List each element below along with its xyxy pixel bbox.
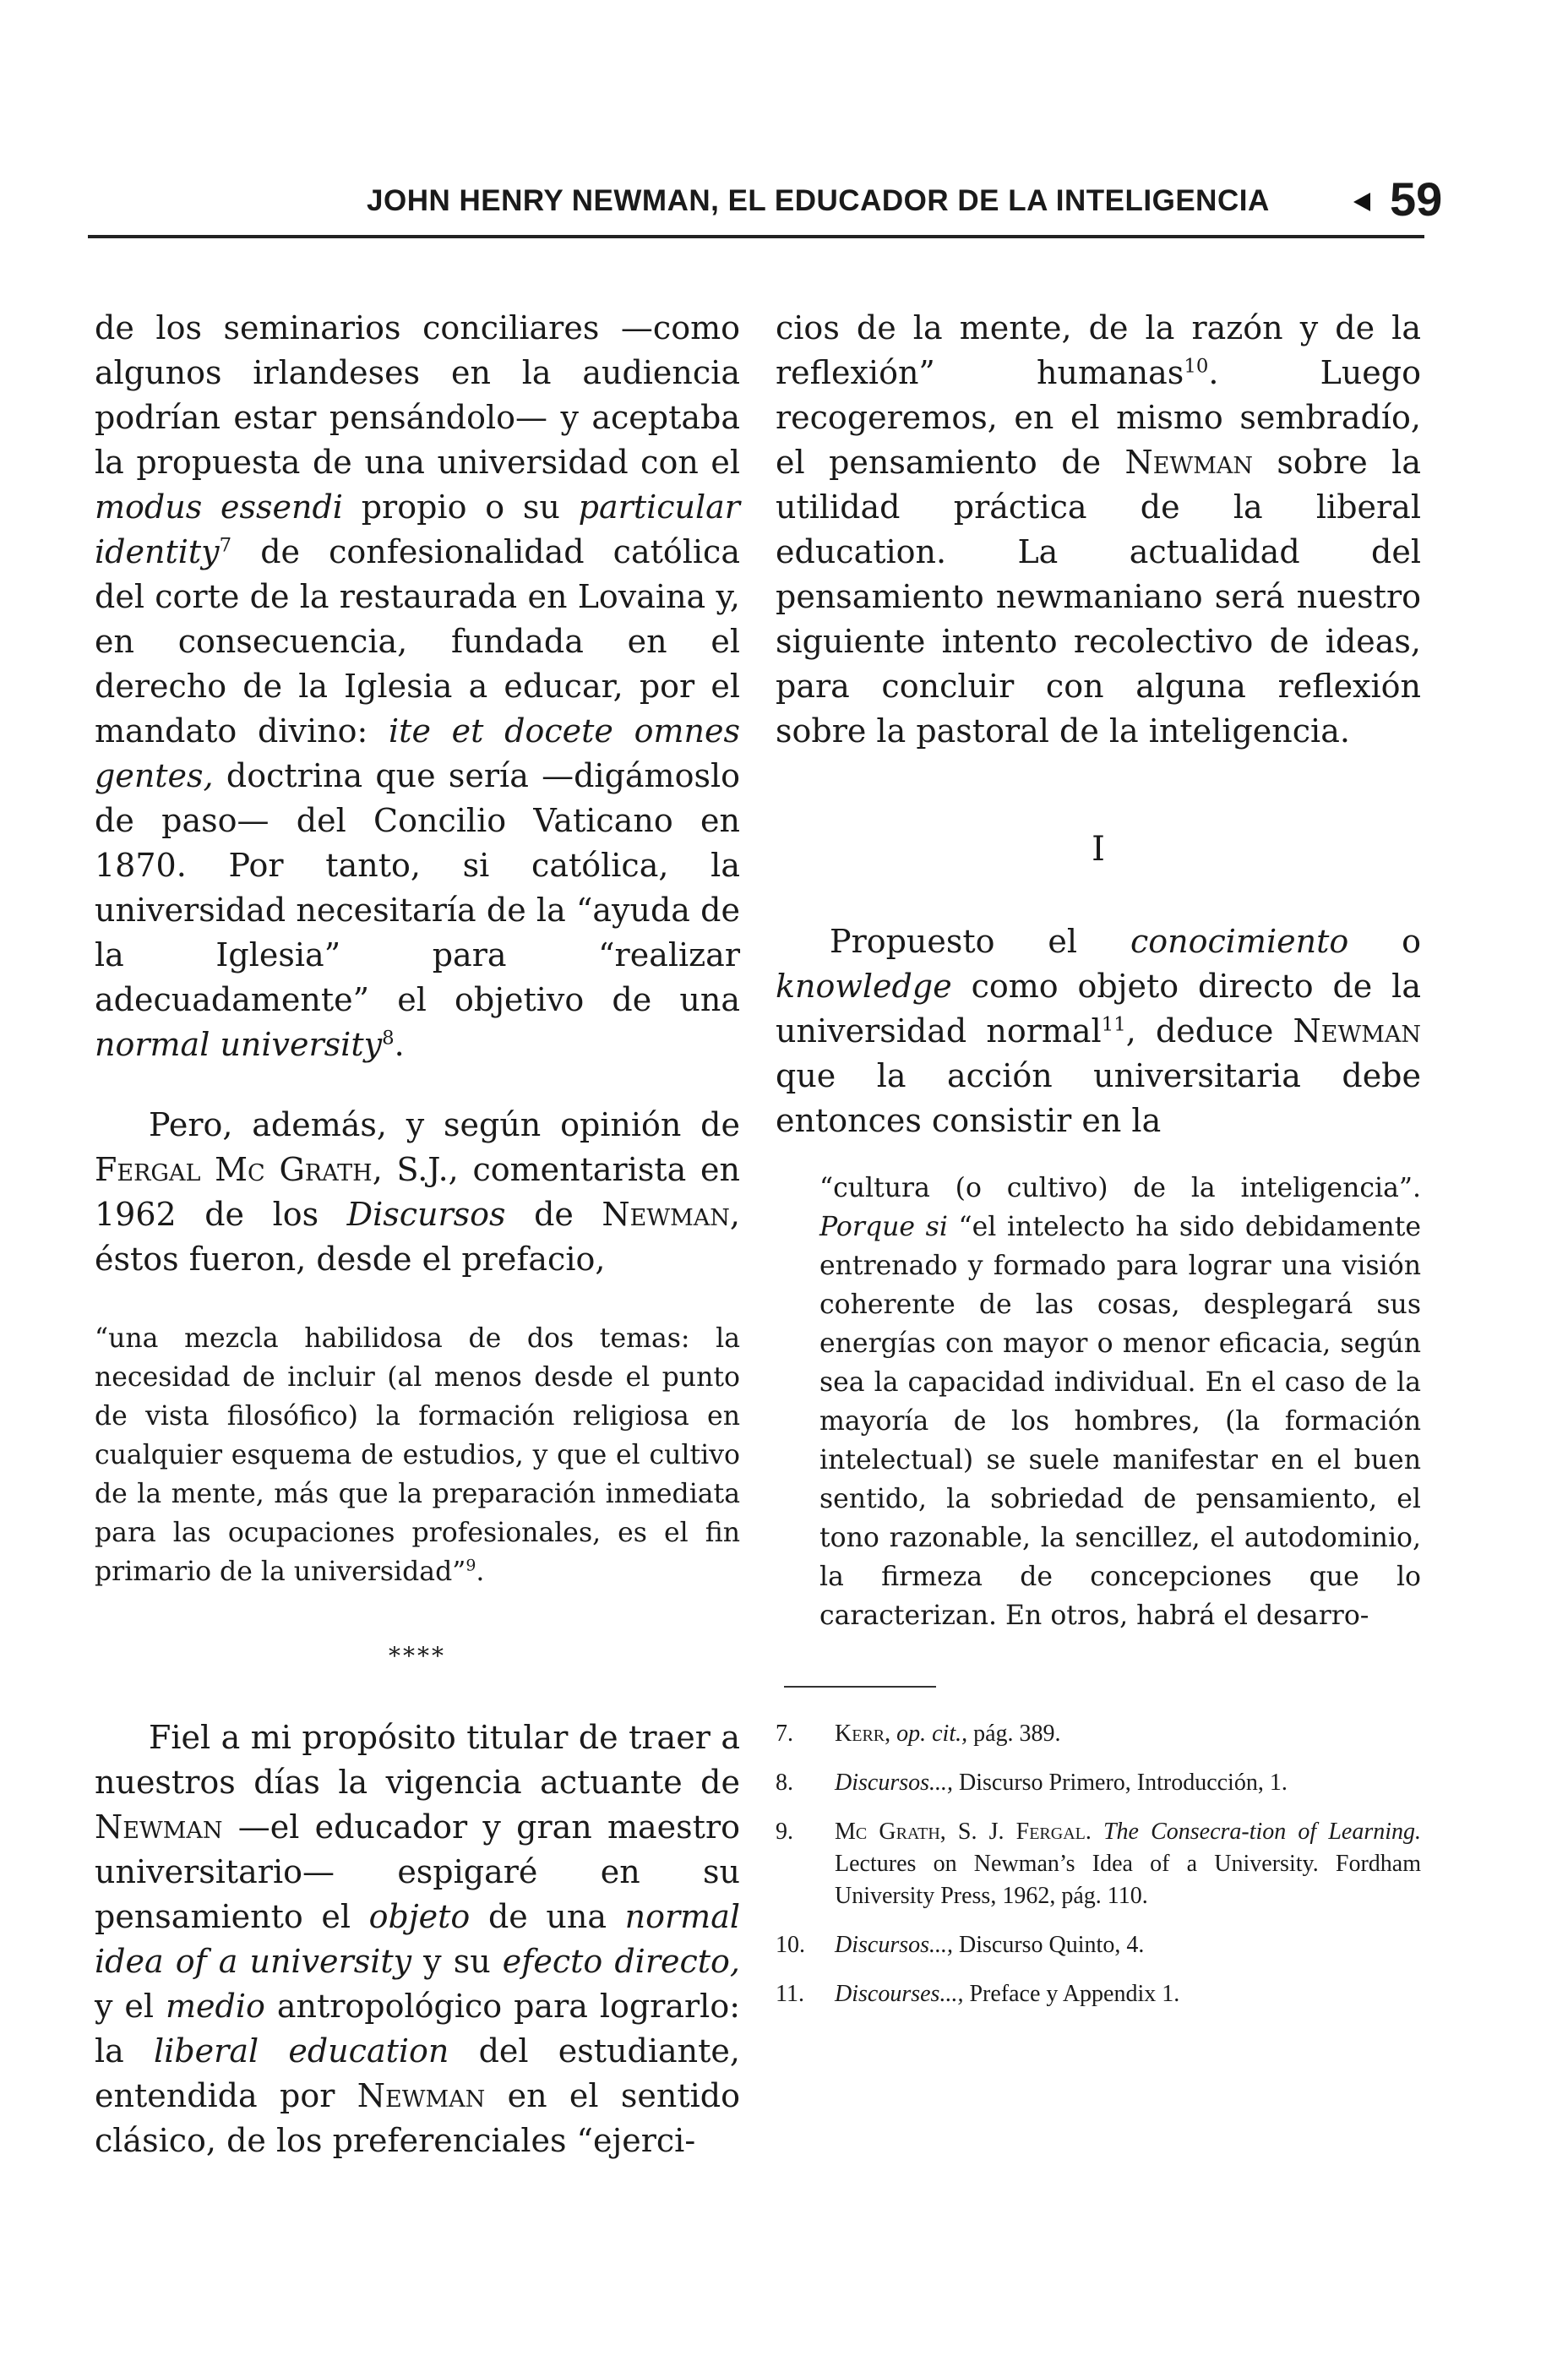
footnote: 7. Kerr, op. cit., pág. 389. <box>776 1721 1061 1747</box>
footnote: 10. Discursos..., Discurso Quinto, 4. <box>776 1932 1145 1958</box>
left-column <box>95 306 740 2163</box>
running-header-title: JOHN HENRY NEWMAN, EL EDUCADOR DE LA INTELIGENCIA <box>367 184 1270 217</box>
header-rule <box>88 235 1424 238</box>
running-header <box>88 171 1443 238</box>
footnote: 8. Discursos..., Discurso Primero, Introducción, 1. <box>776 1770 1288 1796</box>
paragraph: Pero, además, y según opinión de Fergal Mc Grath, S.J., comentarista en 1962 de los Discursos de Newman, éstos fueron, desde el prefacio, <box>95 1106 740 1278</box>
paragraph: Propuesto el conocimiento o knowledge como objeto directo de la universidad normal$^{11}$, deduce Newman que la acción universitaria debe entonces consistir en la <box>776 923 1421 1139</box>
footnote: 9. Mc Grath, S. J. Fergal. The Consecra-tion of Learning. Lectures on Newman’s Idea of a University. Fordham University Press, 1962, pág. 110. <box>776 1819 1421 1909</box>
paragraph: Fiel a mi propósito titular de traer a nuestros días la vigencia actuante de Newman —el educador y gran maestro universitario— espigaré en su pensamiento el objeto de una normal idea of a university y su efecto directo, y el medio antropológico para lograrlo: la liberal education del estudiante, entendida por Newman en el sentido clásico, de los preferenciales “ejerci- <box>95 1719 740 2159</box>
paragraph: de los seminarios conciliares —como algunos irlandeses en la audiencia podrían estar pensándolo— y aceptaba la propuesta de una universidad con el modus essendi propio o su particular identity$^7$ de confesionalidad católica del corte de la restaurada en Lovaina y, en consecuencia, fundada en el derecho de la Iglesia a educar, por el mandato divino: ite et docete omnes gentes, doctrina que sería —digámoslo de paso— del Concilio Vaticano en 1870. Por tanto, si católica, la universidad necesitaría de la “ayuda de la Iglesia” para “realizar adecuadamente” el objetivo de una normal university$^8$. <box>95 309 740 1063</box>
paragraph: cios de la mente, de la razón y de la reflexión” humanas$^{10}$. Luego recogeremos, en el mismo sembradío, el pensamiento de Newman sobre la utilidad práctica de la liberal education. La actualidad del pensamiento newmaniano será nuestro siguiente intento recolectivo de ideas, para concluir con alguna reflexión sobre la pastoral de la inteligencia. <box>776 309 1421 750</box>
right-column <box>776 306 1421 2027</box>
page-number: 59 <box>1390 172 1443 226</box>
footnote: 11. Discourses..., Preface y Appendix 1. <box>776 1981 1180 2007</box>
arrow-left-icon <box>1353 193 1370 211</box>
section-heading: I <box>1092 830 1105 869</box>
section-separator: **** <box>389 1642 446 1670</box>
block-quote: “cultura (o cultivo) de la inteligencia”. Porque si “el intelecto ha sido debidamente entrenado y formado para lograr una visión coherente de las cosas, desplegará sus energías con mayor o menor eficacia, según sea la capacidad individual. En el caso de la mayoría de los hombres, (la formación intelectual) se suele manifestar en el buen sentido, la sobriedad de pensamiento, el tono razonable, la sencillez, el autodominio, la firmeza de concepciones que lo caracterizan. En otros, habrá el desarro- <box>819 1173 1421 1631</box>
footnotes <box>776 1718 1421 2010</box>
footnote-rule <box>784 1686 936 1688</box>
block-quote: “una mezcla habilidosa de dos temas: la necesidad de incluir (al menos desde el punto de vista filosófico) la formación religiosa en cualquier esquema de estudios, y que el cultivo de la mente, más que la preparación inmediata para las ocupaciones profesionales, es el fin primario de la universidad”$^9$. <box>95 1323 740 1587</box>
